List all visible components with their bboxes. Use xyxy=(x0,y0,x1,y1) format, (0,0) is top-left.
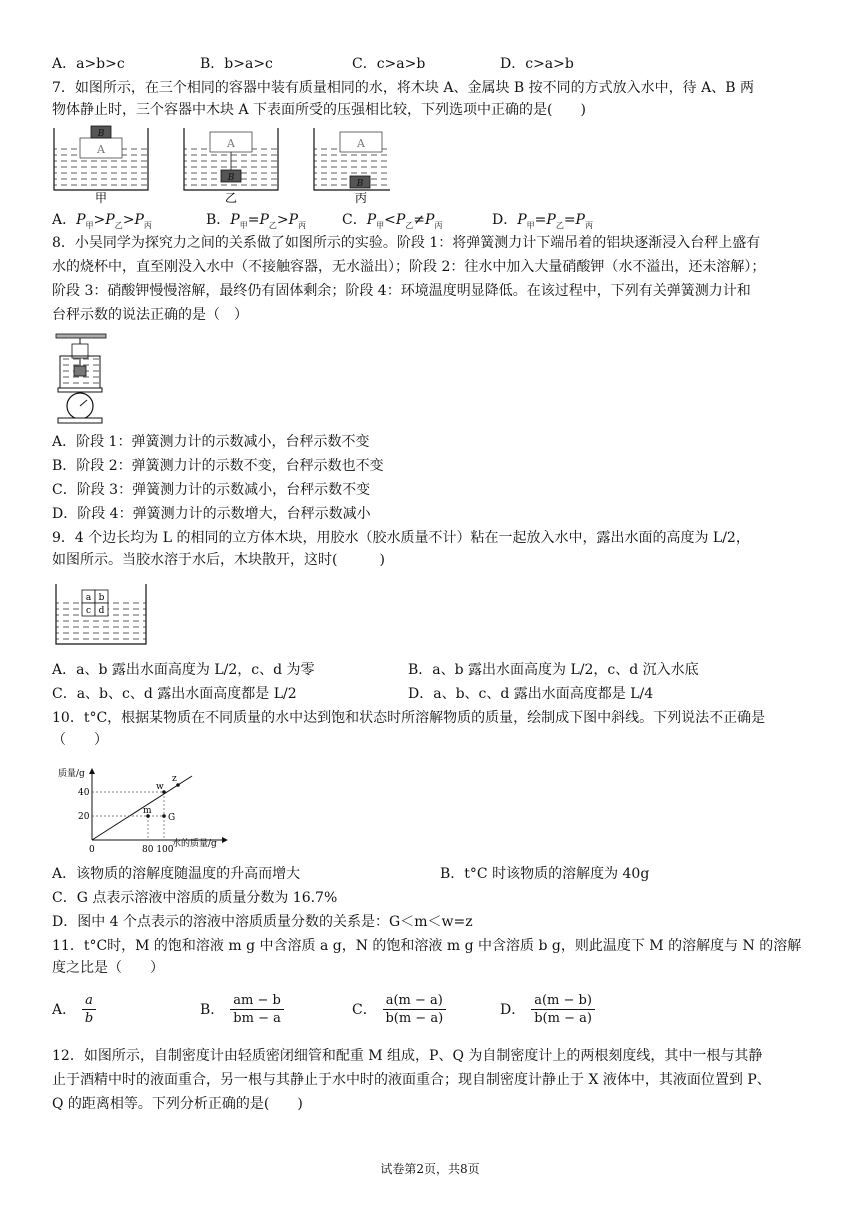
q11-option-c[interactable]: C． $\frac{a(m - a)}{b(m - a)}$ xyxy=(352,992,446,1027)
q9-text-line-1: 9．4 个边长均为 L 的相同的立方体木块，用胶水（胶水质量不计）粘在一起放入水中，露出水面的高度为 L/2， xyxy=(52,530,750,546)
q12-text-line-3: Q 的距离相等。下列分析正确的是( ) xyxy=(52,1096,303,1112)
q7-option-c[interactable]: C．$P_甲<P_乙\ne P_丙$ xyxy=(342,212,443,230)
container-yi xyxy=(184,128,278,190)
q8-text-line-1: 8．小吴同学为探究力之间的关系做了如图所示的实验。阶段 1：将弹簧测力计下端吊着的铝块逐渐浸入台秤上盛有 xyxy=(52,235,761,251)
container-bing xyxy=(314,128,390,190)
q9-text-line-2: 如图所示。当胶水溶于水后，木块散开，这时( ) xyxy=(52,552,385,568)
q8-text-line-3: 阶段 3：硝酸钾慢慢溶解，最终仍有固体剩余；阶段 4：环境温度明显降低。在该过程中，下列有关弹簧测力计和 xyxy=(52,283,751,299)
svg-text:A: A xyxy=(357,137,365,150)
q11-option-a[interactable]: A． $\frac{a}{b}$ xyxy=(52,992,96,1027)
q8-text-line-4: 台秤示数的说法正确的是（ ） xyxy=(52,307,248,323)
svg-text:B: B xyxy=(356,179,364,189)
q12-text-line-2: 止于酒精中时的液面重合，另一根与其静止于水中时的液面重合；现自制密度计静止于 X 液体中，其液面位置到 P、 xyxy=(52,1072,771,1088)
svg-text:A: A xyxy=(97,143,105,156)
svg-text:w: w xyxy=(156,782,164,792)
svg-text:a: a xyxy=(85,593,92,603)
q11-option-b[interactable]: B． $\frac{am - b}{bm - a}$ xyxy=(200,992,284,1027)
q11-option-d[interactable]: D． $\frac{a(m - b)}{b(m - a)}$ xyxy=(500,992,595,1027)
svg-text:B: B xyxy=(227,173,235,183)
q10-option-b[interactable]: B．t°C 时该物质的溶解度为 40g xyxy=(440,866,650,882)
q8-option-d[interactable]: D．阶段 4：弹簧测力计的示数增大，台秤示数减小 xyxy=(52,506,371,522)
label-jia: 甲 xyxy=(94,191,108,204)
label-yi: 乙 xyxy=(224,191,238,204)
q12-text-line-1: 12．如图所示，自制密度计由轻质密闭细管和配重 M 组成，P、Q 为自制密度计上的两根刻度线，其中一根与其静 xyxy=(52,1048,763,1064)
container-jia xyxy=(54,126,148,190)
svg-text:d: d xyxy=(98,606,105,616)
svg-text:b: b xyxy=(98,593,105,603)
svg-text:水的质量/g: 水的质量/g xyxy=(172,839,217,849)
q7-text-line-1: 7．如图所示，在三个相同的容器中装有质量相同的水，将木块 A、金属块 B 按不同的方式放入水中，待 A、B 两 xyxy=(52,80,754,96)
svg-text:c: c xyxy=(85,606,92,616)
q8-text-line-2: 水的烧杯中，直至刚没入水中（不接触容器，无水溢出）；阶段 2：往水中加入大量硝酸钾（水不溢出，还未溶解）； xyxy=(52,259,766,275)
q7-text-line-2: 物体静止时，三个容器中木块 A 下表面所受的压强相比较，下列选项中正确的是( ) xyxy=(52,102,586,118)
svg-text:0: 0 xyxy=(89,845,95,855)
q9-option-a[interactable]: A．a、b 露出水面高度为 L/2，c、d 为零 xyxy=(52,662,315,678)
q8-spring-scale-figure xyxy=(52,332,112,426)
q10-option-d[interactable]: D．图中 4 个点表示的溶液中溶质质量分数的关系是：G＜m＜w=z xyxy=(52,914,473,930)
q10-option-a[interactable]: A．该物质的溶解度随温度的升高而增大 xyxy=(52,866,301,882)
q7-containers-figure xyxy=(50,122,390,204)
q6-option-b[interactable]: B．b>a>c xyxy=(200,56,273,72)
svg-text:B: B xyxy=(97,129,105,139)
svg-text:m: m xyxy=(143,806,152,816)
page-footer: 试卷第2页，共8页 xyxy=(380,1162,480,1176)
q11-text-line-1: 11．t°C时，M 的饱和溶液 m g 中含溶质 a g，N 的饱和溶液 m g 中含溶质 b g，则此温度下 M 的溶解度与 N 的溶解 xyxy=(52,938,802,954)
label-bing: 丙 xyxy=(354,191,368,204)
graph-ylabel: 质量/g xyxy=(58,769,85,779)
q6-option-c[interactable]: C．c>a>b xyxy=(352,56,426,72)
q6-option-d[interactable]: D．c>a>b xyxy=(500,56,574,72)
q8-option-a[interactable]: A．阶段 1：弹簧测力计的示数减小，台秤示数不变 xyxy=(52,434,370,450)
q10-text-line-1: 10．t°C，根据某物质在不同质量的水中达到饱和状态时所溶解物质的质量，绘制成下图中斜线。下列说法不正确是 xyxy=(52,710,766,726)
svg-text:40: 40 xyxy=(78,788,90,798)
svg-text:A: A xyxy=(227,137,235,150)
q7-option-b[interactable]: B．$P_甲=P_乙>P_丙$ xyxy=(206,212,307,230)
q10-solubility-graph xyxy=(52,764,232,856)
q9-option-d[interactable]: D．a、b、c、d 露出水面高度都是 L/4 xyxy=(408,686,654,702)
q9-blocks-figure xyxy=(52,582,152,646)
q6-option-a[interactable]: A．a>b>c xyxy=(52,56,125,72)
q10-option-c[interactable]: C．G 点表示溶液中溶质的质量分数为 16.7% xyxy=(52,890,338,906)
svg-text:G: G xyxy=(168,813,176,823)
svg-text:20: 20 xyxy=(78,812,90,822)
q7-option-d[interactable]: D．$P_甲=P_乙=P_丙$ xyxy=(492,212,593,230)
svg-text:80 100: 80 100 xyxy=(142,845,174,855)
q8-option-c[interactable]: C．阶段 3：弹簧测力计的示数减小，台秤示数不变 xyxy=(52,482,371,498)
q7-option-a[interactable]: A．$P_甲>P_乙>P_丙$ xyxy=(52,212,152,230)
q11-text-line-2: 度之比是（ ） xyxy=(52,960,164,976)
q8-option-b[interactable]: B．阶段 2：弹簧测力计的示数不变，台秤示数也不变 xyxy=(52,458,384,474)
svg-text:z: z xyxy=(172,774,177,784)
q9-option-c[interactable]: C．a、b、c、d 露出水面高度都是 L/2 xyxy=(52,686,297,702)
q10-text-line-2: （ ） xyxy=(52,732,108,748)
q9-option-b[interactable]: B．a、b 露出水面高度为 L/2，c、d 沉入水底 xyxy=(408,662,699,678)
